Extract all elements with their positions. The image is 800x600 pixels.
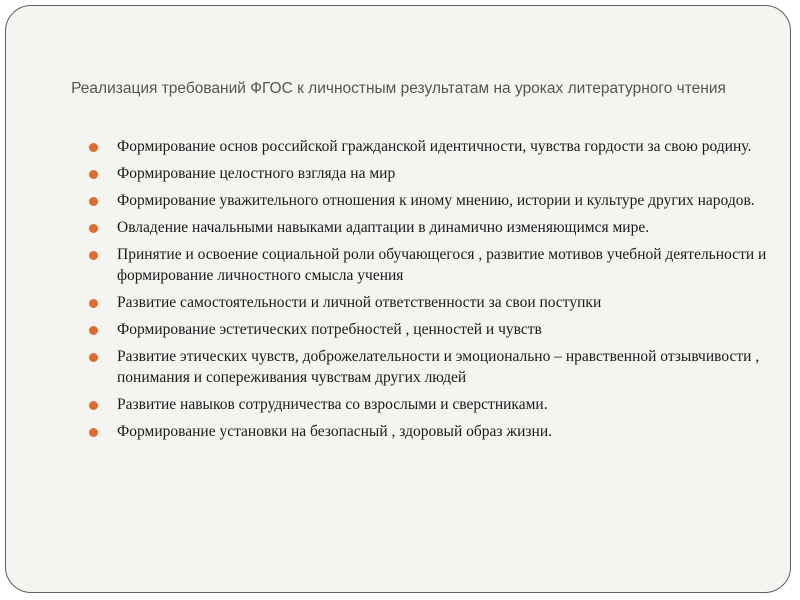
- list-item: [89, 163, 769, 184]
- slide: [5, 5, 791, 593]
- list-item: [89, 346, 769, 388]
- bullet-icon: [89, 251, 98, 260]
- bullet-icon: [89, 326, 98, 335]
- list-item: [89, 292, 769, 313]
- bullet-icon: [89, 299, 98, 308]
- list-item: [89, 136, 769, 157]
- bullet-icon: [89, 353, 98, 362]
- bullet-icon: [89, 401, 98, 410]
- list-item-text: Развитие этических чувств, доброжелательности и эмоционально – нравственной отзывчивости , понимания и сопереживания чувствам других людей: [117, 348, 760, 386]
- bullet-icon: [89, 428, 98, 437]
- list-item-text: Формирование уважительного отношения к иному мнению, истории и культуре других народов.: [117, 192, 755, 209]
- list-item-text: Формирование установки на безопасный , здоровый образ жизни.: [117, 423, 552, 440]
- list-item: [89, 244, 769, 286]
- list-item-text: Формирование целостного взгляда на мир: [117, 165, 396, 182]
- bullet-list: [89, 136, 769, 448]
- bullet-icon: [89, 170, 98, 179]
- list-item: [89, 217, 769, 238]
- list-item: [89, 421, 769, 442]
- slide-title: Реализация требований ФГОС к личностным результатам на уроках литературного чтения: [71, 80, 726, 97]
- list-item-text: Развитие навыков сотрудничества со взрослыми и сверстниками.: [117, 396, 548, 413]
- list-item-text: Формирование эстетических потребностей , ценностей и чувств: [117, 321, 542, 338]
- list-item-text: Развитие самостоятельности и личной ответственности за свои поступки: [117, 294, 602, 311]
- bullet-icon: [89, 224, 98, 233]
- list-item: [89, 394, 769, 415]
- list-item-text: Принятие и освоение социальной роли обучающегося , развитие мотивов учебной деятельности и формирование личностного смысла учения: [117, 246, 767, 284]
- list-item-text: Формирование основ российской гражданской идентичности, чувства гордости за свою родину.: [117, 138, 752, 155]
- list-item: [89, 319, 769, 340]
- bullet-icon: [89, 143, 98, 152]
- bullet-icon: [89, 197, 98, 206]
- list-item: [89, 190, 769, 211]
- list-item-text: Овладение начальными навыками адаптации в динамично изменяющимся мире.: [117, 219, 650, 236]
